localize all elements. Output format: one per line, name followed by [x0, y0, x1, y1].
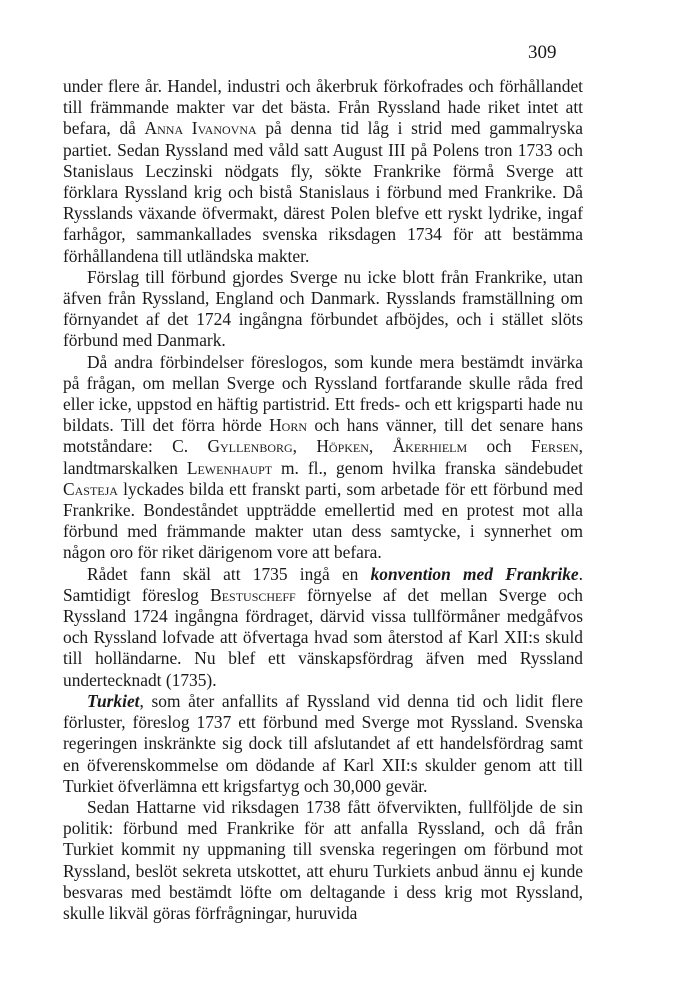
text-run: och: [467, 436, 531, 457]
text-run: . Samtidigt föreslog: [63, 563, 583, 605]
name-smallcaps: Anna Ivanovna: [144, 118, 257, 139]
text-run: och hans vänner, till det senare hans motståndare: C.: [63, 415, 584, 457]
text-run: ,: [368, 436, 393, 457]
paragraph: [63, 797, 583, 924]
text-run: Rådet fann skäl att 1735 ingå en: [87, 563, 371, 584]
name-smallcaps: Lewenhaupt: [186, 457, 273, 478]
text-run: , landtmarskalken: [63, 436, 583, 478]
page-number: 309: [528, 42, 557, 63]
emphasis: Turkiet: [87, 690, 140, 711]
paragraph: [63, 76, 583, 267]
text-run: på denna tid låg i strid med gammalryska partiet. Sedan Ryssland med våld satt August III på Polens tron 1733 och Stanislaus Leczinski nödgats fly, sökte Frankrike förmå Sverge att förklara Ryssland krig och bistå Stanislaus i förbund med Frankrike. Då Rysslands växande öfvermakt, därest Polen blefve ett ryskt lydrike, ingaf farhågor, sammankallades svenska riksdagen 1734 för att bestämma förhållandena till utländska makter.: [63, 118, 583, 266]
emphasis: konvention med Frankrike: [370, 563, 579, 584]
paragraph: [63, 267, 583, 352]
text-run: under flere år. Handel, industri och åkerbruk förkofrades och förhållandet till främmande makter var det bästa. Från Ryssland hade riket intet att befara, då: [63, 76, 583, 139]
name-smallcaps: Bestuscheff: [210, 584, 296, 605]
name-smallcaps: Casteja: [63, 478, 118, 499]
text-run: Förslag till förbund gjordes Sverge nu icke blott från Frankrike, utan äfven från Ryssland, England och Danmark. Rysslands framställning om förnyandet af det 1724 ingångna förbundet afböjdes, och i stället slöts förbund med Danmark.: [63, 266, 583, 351]
name-smallcaps: Gyllenborg: [207, 436, 293, 457]
name-smallcaps: Höpken: [316, 436, 369, 457]
text-run: , som åter anfallits af Ryssland vid denna tid och lidit flere förluster, föreslog 1737 ett förbund med Sverge mot Ryssland. Svenska regeringen inskränkte sig dock till afslutandet af ett handelsfördrag samt en öfverenskommelse om dödande af Karl XII:s skulder genom att till Turkiet öfverlämna ett krigsfartyg och 30,000 gevär.: [63, 690, 583, 796]
name-smallcaps: Horn: [269, 415, 308, 436]
text-run: förnyelse af det mellan Sverge och Ryssland 1724 ingångna fördraget, därvid vissa tullförmåner medgåfvos och Ryssland lofvade att öfvertaga hvad som återstod af Karl XII:s skuld till holländarne. Nu blef ett vänskapsfördrag äfven med Ryssland undertecknadt (1735).: [63, 584, 583, 690]
text-run: m. fl., genom hvilka franska sändebudet: [272, 457, 583, 478]
body-text: [63, 76, 583, 924]
paragraph: [63, 691, 583, 797]
text-run: Sedan Hattarne vid riksdagen 1738 fått öfvervikten, fullföljde de sin politik: förbund med Frankrike för att anfalla Ryssland, och då från Turkiet kommit ny uppmaning till svenska regeringen om förbund mot Ryssland, beslöt sekreta utskottet, att ehuru Turkiets anbud ännu ej kunde besvaras med bestämdt löfte om deltagande i dess krig mot Ryssland, skulle likväl göras förfrågningar, huruvida: [63, 796, 583, 923]
name-smallcaps: Fersen: [530, 436, 579, 457]
name-smallcaps: Åkerhielm: [392, 436, 468, 457]
text-run: lyckades bilda ett franskt parti, som arbetade för ett förbund med Frankrike. Bondeståndet uppträdde emellertid med en protest mot alla förbund med främmande makter utan dess samtycke, i synnerhet om någon oro för riket därigenom vore att befara.: [63, 478, 583, 563]
text-run: ,: [292, 436, 317, 457]
paragraph: [63, 352, 583, 564]
paragraph: [63, 564, 583, 691]
text-run: Då andra förbindelser föreslogos, som kunde mera bestämdt invärka på frågan, om mellan Sverge och Ryssland fortfarande skulle råda fred eller icke, uppstod en häftig partistrid. Ett freds- och ett krigsparti hade nu bildats. Till det förra hörde: [63, 351, 583, 436]
